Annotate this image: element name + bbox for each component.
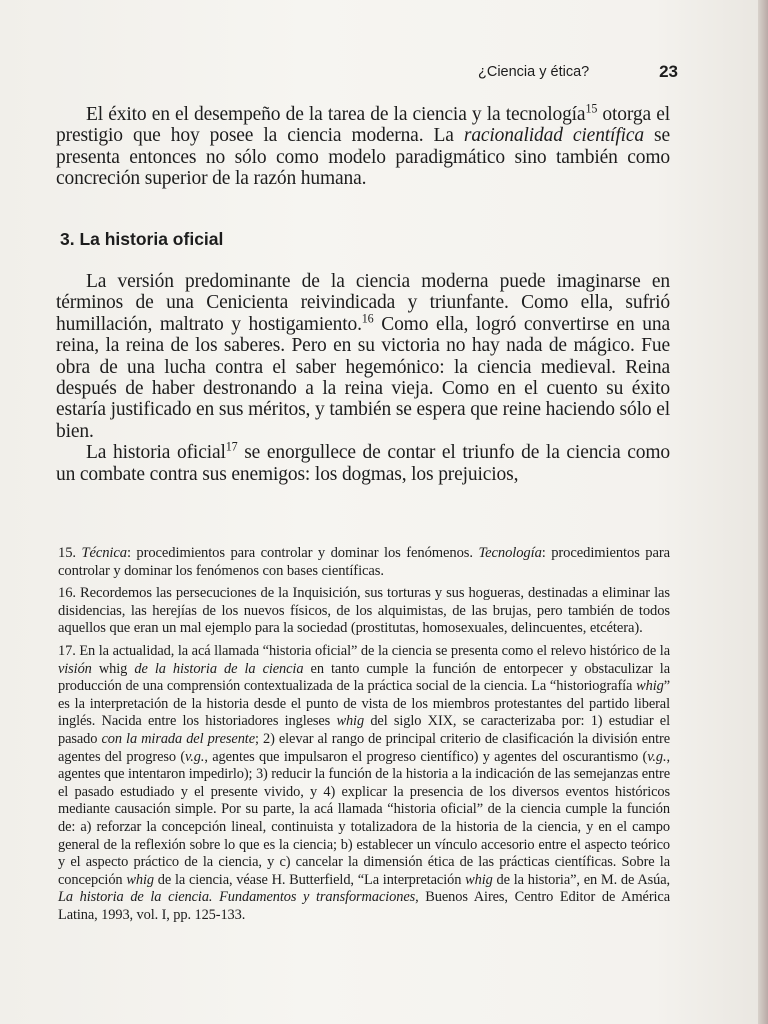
- footnote-17: 17. En la actualidad, la acá llamada “historia oficial” de la ciencia se presenta como el relevo histórico de la visión whig de la historia de la ciencia en tanto cumple la función de entorpecer y obstaculizar la producción de una comprensión contextualizada de la práctica social de la ciencia. La “historiografía whig” es la interpretación de la historia desde el punto de vista de los miembros protestantes del partido liberal inglés. Nacida entre los historiadores ingleses whig del siglo XIX, se caracterizaba por: 1) estudiar el pasado con la mirada del presente; 2) elevar al rango de principal criterio de clasificación la división entre agentes del progreso (v.g., agentes que impulsaron el progreso científico) y agentes del oscurantismo (v.g., agentes que intentaron impedirlo); 3) reducir la función de la historia a la indicación de las semejanzas entre el pasado estudiado y el presente vivido, y 4) explicar la presencia de los diversos eventos históricos mediante causación simple. Por su parte, la acá llamada “historia oficial” de la ciencia cumple la función de: a) reforzar la concepción lineal, continuista y totalizadora de la historia de la ciencia, y en el campo general de la reflexión sobre lo que es la ciencia; b) establecer un vínculo accesorio entre el aspecto teórico y el aspecto práctico de la ciencia, y c) cancelar la dimensión ética de las prácticas científicas. Sobre la concepción whig de la ciencia, véase H. Butterfield, “La interpretación whig de la historia”, en M. de Asúa, La historia de la ciencia. Fundamentos y transformaciones, Buenos Aires, Centro Editor de América Latina, 1993, vol. I, pp. 125-133.: [58, 642, 671, 923]
- running-title: ¿Ciencia y ética?: [478, 64, 590, 80]
- footnotes: [58, 545, 670, 929]
- footnote-ref-15[interactable]: 15: [585, 101, 598, 116]
- paragraph-3: La historia oficial$^{17}$ se enorgullece de contar el triunfo de la ciencia como un combate contra sus enemigos: los dogmas, los prejuicios,: [56, 439, 671, 485]
- page-number: 23: [659, 62, 678, 81]
- emphasis-racionalidad: racionalidad científica: [463, 125, 644, 147]
- footnote-ref-16[interactable]: 16: [361, 311, 374, 326]
- paragraph-2: La versión predominante de la ciencia moderna puede imaginarse en términos de una Cenicienta reivindicada y triunfante. Como ella, sufrió humillación, maltrato y hostigamiento.$^{16}$ Como ella, logró convertirse en una reina, la reina de los saberes. Pero en su victoria no hay nada de mágico. Fue obra de una lucha contra el saber hegemónico: la ciencia medieval. Reina después de haber destronando a la reina vieja. Como en el cuento su éxito estaría justificado en sus méritos, y también se espera que reine haciendo sólo el bien.: [56, 271, 670, 442]
- footnote-15: 15. Técnica: procedimientos para controlar y dominar los fenómenos. Tecnología: procedimientos para controlar y dominar los fenómenos con bases científicas.: [58, 545, 670, 579]
- paragraph-1: El éxito en el desempeño de la tarea de la ciencia y la tecnología$^{15}$ otorga el prestigio que hoy posee la ciencia moderna. La racionalidad científica se presenta entonces no sólo como modelo paradigmático sino también como concreción superior de la razón humana.: [56, 101, 671, 190]
- footnote-16: 16. Recordemos las persecuciones de la Inquisición, sus torturas y sus hogueras, destinadas a eliminar las disidencias, las herejías de los nuevos físicos, de los alquimistas, de las brujas, pero también de todos aquellos que eran un mal ejemplo para la sociedad (prostitutas, homosexuales, delincuentes, etcétera).: [58, 585, 670, 637]
- footnote-ref-17[interactable]: 17: [225, 439, 238, 454]
- section-heading: 3. La historia oficial: [60, 229, 224, 249]
- page-edge: [758, 0, 768, 1024]
- body-paragraphs: [56, 271, 670, 485]
- running-header: [478, 62, 678, 86]
